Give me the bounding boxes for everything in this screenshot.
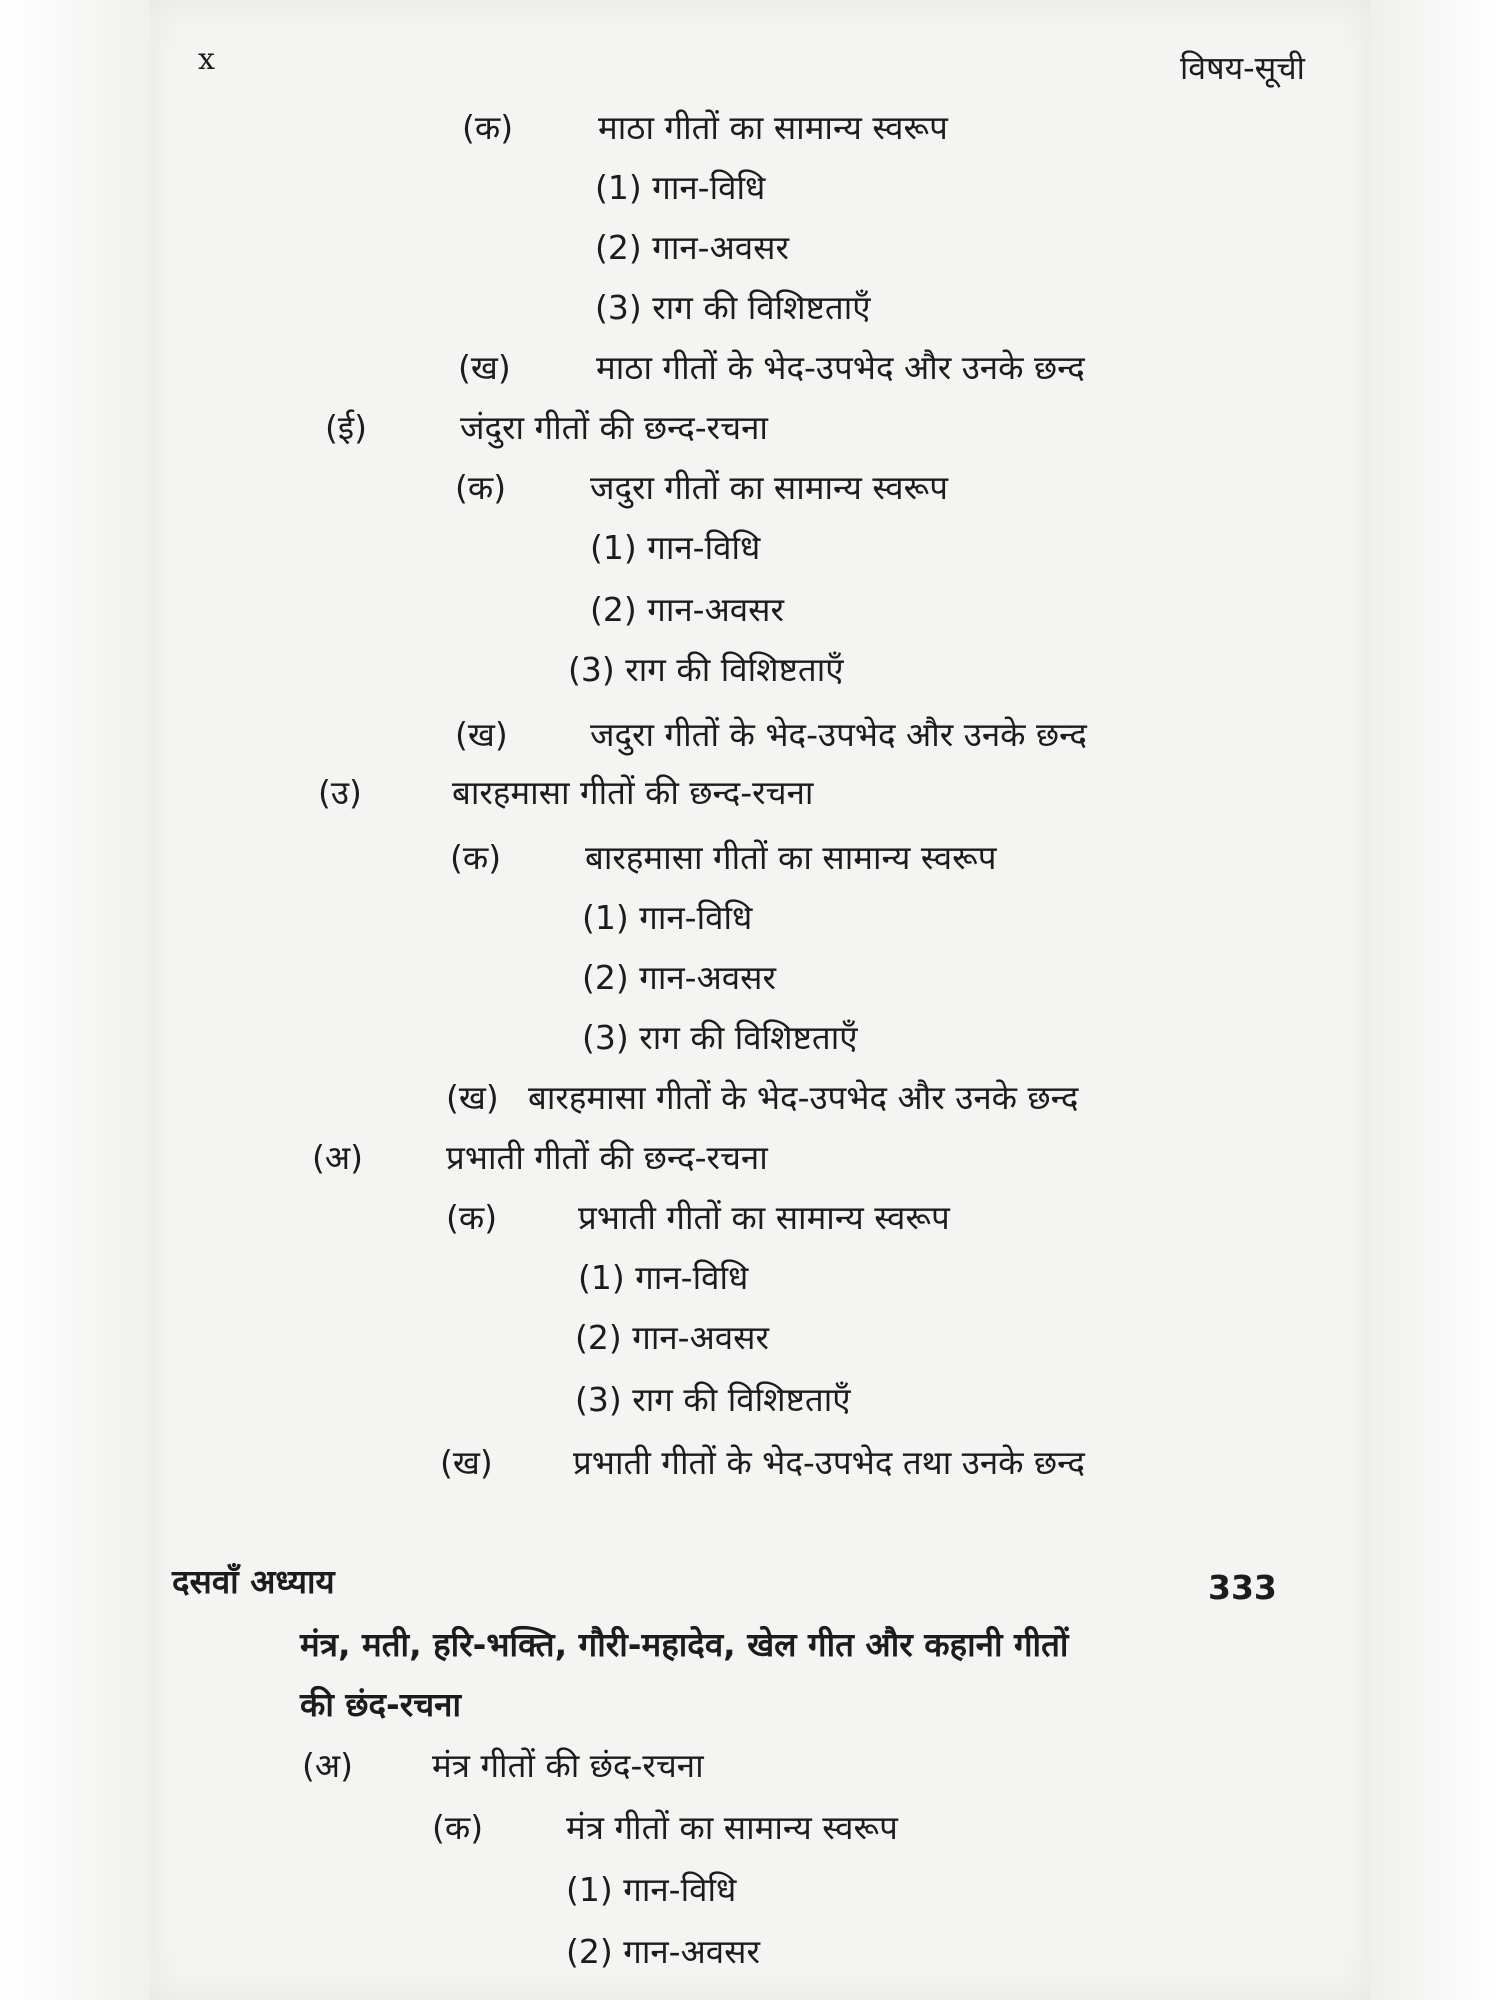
page-margin-right [1370,0,1500,2000]
list-item: जदुरा गीतों के भेद-उपभेद और उनके छन्द [590,715,1087,754]
list-item: माठा गीतों के भेद-उपभेद और उनके छन्द [596,348,1085,387]
list-marker: (अ) [302,1746,353,1785]
list-item: (3) राग की विशिष्टताएँ [582,1018,858,1057]
list-item: (1) गान-विधि [578,1258,749,1297]
page-number: x [198,42,215,77]
list-item: (2) गान-अवसर [582,958,776,997]
list-item: माठा गीतों का सामान्य स्वरूप [598,108,948,147]
list-item: बारहमासा गीतों के भेद-उपभेद और उनके छन्द [528,1078,1079,1117]
list-item: जंदुरा गीतों की छन्द-रचना [460,408,768,447]
list-marker: (ख) [458,348,511,387]
list-marker: (अ) [312,1138,363,1177]
list-item: बारहमासा गीतों का सामान्य स्वरूप [585,838,997,877]
list-marker: (क) [455,468,507,507]
list-item: प्रभाती गीतों की छन्द-रचना [446,1138,768,1177]
list-item: (1) गान-विधि [566,1870,737,1909]
list-marker: (ख) [455,715,508,754]
list-marker: (उ) [318,773,362,812]
list-item: (2) गान-अवसर [566,1932,760,1971]
list-marker: (क) [450,838,502,877]
list-item: बारहमासा गीतों की छन्द-रचना [452,773,814,812]
running-title: विषय-सूची [1180,49,1305,87]
chapter-label: दसवाँ अध्याय [172,1562,335,1601]
list-marker: (क) [462,108,514,147]
list-item: (2) गान-अवसर [595,228,789,267]
list-marker: (ई) [325,408,367,447]
list-item: (3) राग की विशिष्टताएँ [595,288,871,327]
list-marker: (ख) [446,1078,499,1117]
list-marker: (क) [432,1808,484,1847]
list-item: प्रभाती गीतों के भेद-उपभेद तथा उनके छन्द [573,1443,1085,1482]
list-marker: (क) [446,1198,498,1237]
list-item: (2) गान-अवसर [590,590,784,629]
list-item: (3) राग की विशिष्टताएँ [575,1380,851,1419]
list-item: (3) राग की विशिष्टताएँ [568,650,844,689]
list-item: (1) गान-विधि [582,898,753,937]
list-item: प्रभाती गीतों का सामान्य स्वरूप [578,1198,950,1237]
list-marker: (ख) [440,1443,493,1482]
chapter-title-line2: की छंद-रचना [300,1685,462,1724]
chapter-title-line1: मंत्र, मती, हरि-भक्ति, गौरी-महादेव, खेल गीत और कहानी गीतों [300,1625,1069,1664]
chapter-page-number: 333 [1208,1568,1277,1607]
list-item: जदुरा गीतों का सामान्य स्वरूप [590,468,948,507]
list-item: (2) गान-अवसर [575,1318,769,1357]
list-item: मंत्र गीतों की छंद-रचना [432,1746,704,1785]
page-margin-left [0,0,150,2000]
list-item: मंत्र गीतों का सामान्य स्वरूप [566,1808,898,1847]
list-item: (1) गान-विधि [595,168,766,207]
list-item: (1) गान-विधि [590,528,761,567]
